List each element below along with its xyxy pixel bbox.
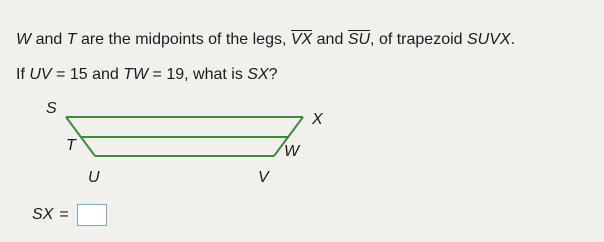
given-q: ? — [268, 66, 278, 83]
segment-vx: VX — [290, 31, 313, 48]
answer-input[interactable] — [77, 204, 107, 226]
given-eq2: = 19, what is — [152, 66, 243, 83]
segment-su: SU — [347, 31, 371, 48]
question-part2: are the midpoints of the legs, — [80, 31, 287, 48]
label-w: W — [284, 143, 300, 160]
answer-label: SX — [32, 206, 54, 223]
trapezoid-name: SUVX — [467, 31, 511, 48]
given-if: If — [16, 66, 25, 83]
question-part3: and — [316, 31, 344, 48]
trapezoid-lines — [66, 117, 303, 156]
label-v: V — [258, 169, 269, 186]
question-part4: , of trapezoid — [370, 31, 463, 48]
question-part1: and — [35, 31, 63, 48]
label-x: X — [312, 111, 323, 128]
point-t: T — [66, 31, 77, 48]
label-s: S — [46, 100, 57, 117]
label-t: T — [66, 137, 76, 154]
given-tw: TW — [123, 66, 149, 83]
answer-row — [32, 204, 107, 226]
given-eq1: = 15 and — [56, 66, 119, 83]
answer-equals: = — [59, 206, 69, 223]
given-uv: UV — [29, 66, 52, 83]
point-w: W — [16, 31, 32, 48]
label-u: U — [88, 169, 100, 186]
given-sx: SX — [247, 66, 269, 83]
question-part5: . — [510, 31, 516, 48]
